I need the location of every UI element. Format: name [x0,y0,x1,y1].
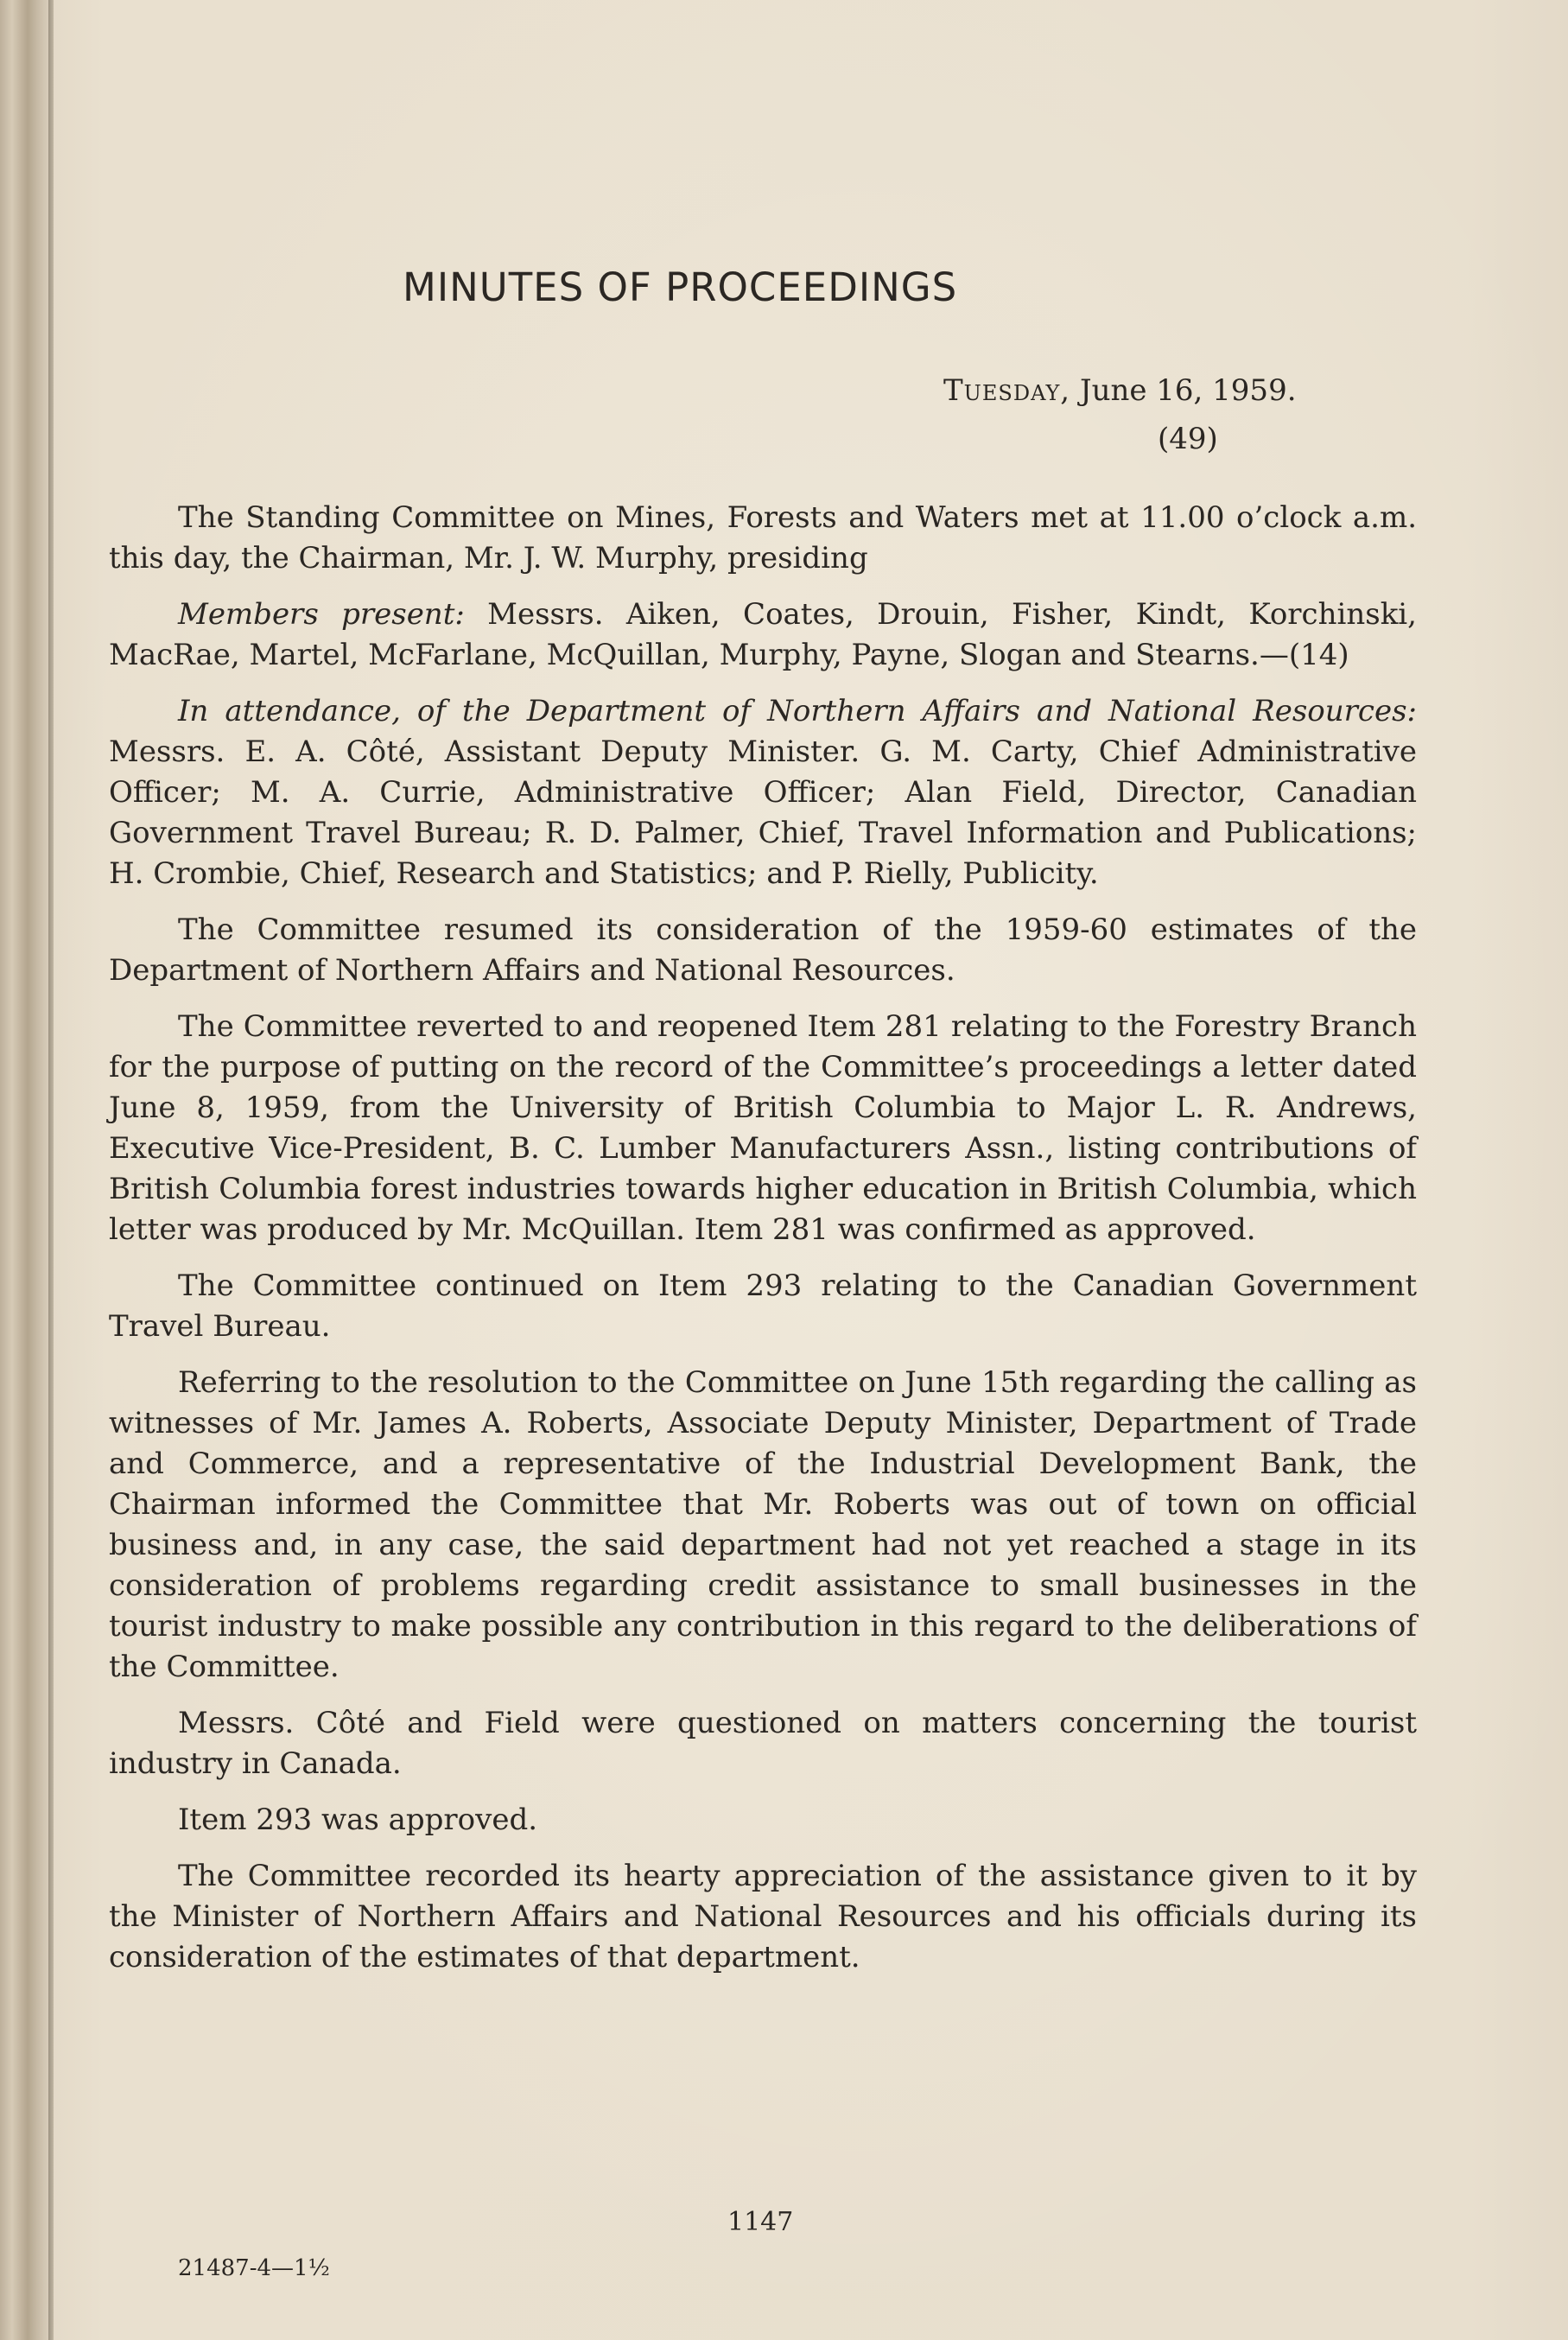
members-present-list: Messrs. Aiken, Coates, Drouin, Fisher, Kindt, Korchinski, MacRae, Martel, McFarlane, McQuillan, Murphy, Payne, Slogan and Stearns.—(14) [109,597,1417,672]
page-title: MINUTES OF PROCEEDINGS [403,264,958,310]
paragraph-in-attendance [109,691,1417,894]
binding-gutter-line [48,0,54,2340]
paragraph-item-281: The Committee reverted to and reopened Item 281 relating to the Forestry Branch for the purpose of putting on the record of the Committee’s proceedings a letter dated June 8, 1959, from the University of British Columbia to Major L. R. Andrews, Executive Vice-President, B. C. Lumber Manufacturers Assn., listing contributions of British Columbia forest industries towards higher education in British Columbia, which letter was produced by Mr. McQuillan. Item 281 was confirmed as approved. [109,1009,1417,1247]
minutes-body [109,498,1417,1993]
meeting-day: Tuesday, [943,373,1071,408]
paragraph-questioned: Messrs. Côté and Field were questioned on matters concerning the tourist industry in Canada. [109,1706,1417,1781]
paragraph-members-present [109,595,1417,676]
paragraph-witnesses: Referring to the resolution to the Committee on June 15th regarding the calling as witnesses of Mr. James A. Roberts, Associate Deputy Minister, Department of Trade and Commerce, and a representative of the Industrial Development Bank, the Chairman informed the Committee that Mr. Roberts was out of town on official business and, in any case, the said department had not yet reached a stage in its consideration of problems regarding credit assistance to small businesses in the tourist industry to make possible any contribution in this regard to the deliberations of the Committee. [109,1365,1417,1684]
paragraph-item-293: The Committee continued on Item 293 relating to the Canadian Government Travel Bureau. [109,1269,1417,1344]
printer-signature-mark: 21487-4—1½ [178,2255,330,2281]
paragraph-item-293-approved: Item 293 was approved. [178,1803,538,1837]
members-present-lead: Members present: [178,597,465,632]
paragraph-meeting-opened: The Standing Committee on Mines, Forests and Waters met at 11.00 o’clock a.m. this day, the Chairman, Mr. J. W. Murphy, presiding [109,500,1417,575]
page-number: 1147 [727,2207,794,2237]
paragraph-appreciation: The Committee recorded its hearty appreciation of the assistance given to it by the Minister of Northern Affairs and National Resources and his officials during its consideration of the estimates of that department. [109,1859,1417,1974]
book-binding-edge [0,0,52,2340]
in-attendance-lead: In attendance, of the Department of Northern Affairs and National Resources: [178,694,1417,728]
in-attendance-list: Messrs. E. A. Côté, Assistant Deputy Minister. G. M. Carty, Chief Administrative Officer; M. A. Currie, Administrative Officer; Alan Field, Director, Canadian Government Travel Bureau; R. D. Palmer, Chief, Travel Information and Publications; H. Crombie, Chief, Research and Statistics; and P. Rielly, Publicity. [109,734,1417,891]
issue-number: (49) [1158,422,1218,456]
meeting-date-text: June 16, 1959. [1079,373,1297,408]
meeting-date [943,373,1297,408]
paragraph-estimates-resumed: The Committee resumed its consideration of the 1959-60 estimates of the Department of Northern Affairs and National Resources. [109,912,1417,988]
